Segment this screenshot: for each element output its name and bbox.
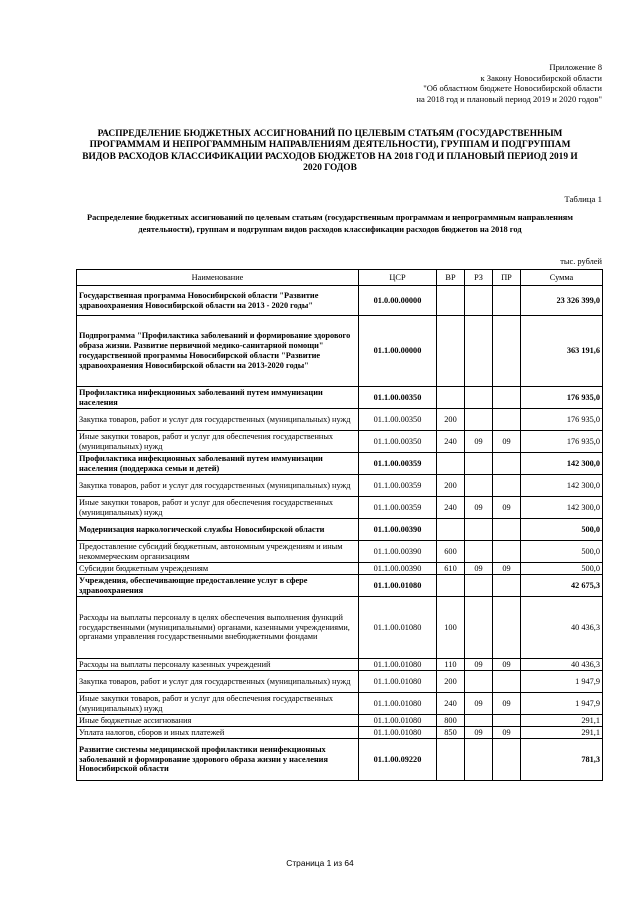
cell-vr: 240: [437, 693, 465, 715]
table-row: [77, 286, 603, 316]
table-row: [77, 387, 603, 409]
cell-vr: [437, 387, 465, 409]
cell-sum: 291,1: [521, 715, 603, 727]
cell-csr: 01.1.00.01080: [359, 597, 437, 659]
cell-rz: 09: [465, 431, 493, 453]
cell-name: Развитие системы медицинской профилактики неинфекционных заболеваний и формирование здорового образа жизни у населения Новосибирской области: [77, 739, 359, 781]
table-row: [77, 431, 603, 453]
cell-sum: 176 935,0: [521, 431, 603, 453]
cell-rz: 09: [465, 497, 493, 519]
cell-vr: 200: [437, 409, 465, 431]
cell-pr: [493, 387, 521, 409]
cell-pr: 09: [493, 431, 521, 453]
cell-sum: 142 300,0: [521, 497, 603, 519]
cell-name: Учреждения, обеспечивающие предоставление услуг в сфере здравоохранения: [77, 575, 359, 597]
cell-pr: [493, 475, 521, 497]
table-row: [77, 316, 603, 387]
table-row: [77, 563, 603, 575]
cell-name: Подпрограмма "Профилактика заболеваний и формирование здорового образа жизни. Развитие первичной медико-санитарной помощи" государственной программы Новосибирской области "Развитие здравоохранения Новосибирской области на 2013-2020 годы": [77, 316, 359, 387]
cell-pr: [493, 409, 521, 431]
table-subtitle: Распределение бюджетных ассигнований по целевым статьям (государственным программам и непрограммным направлениям деятельности), группам и подгруппам видов расходов классификации расходов бюджетов на 2018 год: [86, 213, 574, 234]
cell-vr: 100: [437, 597, 465, 659]
cell-csr: 01.1.00.01080: [359, 659, 437, 671]
cell-vr: 850: [437, 727, 465, 739]
table-row: [77, 409, 603, 431]
cell-csr: 01.1.00.00359: [359, 475, 437, 497]
cell-csr: 01.0.00.00000: [359, 286, 437, 316]
cell-csr: 01.1.00.01080: [359, 727, 437, 739]
cell-vr: 240: [437, 431, 465, 453]
cell-rz: [465, 387, 493, 409]
cell-name: Расходы на выплаты персоналу в целях обеспечения выполнения функций государственными (муниципальными) органами, казенными учреждениями, органами управления государственными внебюджетными фондами: [77, 597, 359, 659]
table-header-row: [77, 270, 603, 286]
cell-name: Профилактика инфекционных заболеваний путем иммунизации населения (поддержка семьи и детей): [77, 453, 359, 475]
cell-csr: 01.1.00.00350: [359, 387, 437, 409]
cell-sum: 363 191,6: [521, 316, 603, 387]
cell-vr: [437, 453, 465, 475]
cell-sum: 40 436,3: [521, 659, 603, 671]
cell-sum: 291,1: [521, 727, 603, 739]
table-row: [77, 739, 603, 781]
cell-csr: 01.1.00.00359: [359, 497, 437, 519]
cell-name: Модернизация наркологической службы Новосибирской области: [77, 519, 359, 541]
table-row: [77, 727, 603, 739]
cell-name: Государственная программа Новосибирской области "Развитие здравоохранения Новосибирской области на 2013 - 2020 годы": [77, 286, 359, 316]
table-row: [77, 659, 603, 671]
cell-name: Закупка товаров, работ и услуг для государственных (муниципальных) нужд: [77, 671, 359, 693]
cell-rz: [465, 597, 493, 659]
cell-rz: [465, 519, 493, 541]
table-body: [77, 286, 603, 781]
cell-sum: 23 326 399,0: [521, 286, 603, 316]
header-vr: ВР: [437, 270, 465, 286]
budget-table: [76, 269, 603, 781]
cell-vr: 200: [437, 671, 465, 693]
cell-csr: 01.1.00.01080: [359, 693, 437, 715]
cell-pr: 09: [493, 563, 521, 575]
cell-rz: [465, 671, 493, 693]
cell-vr: 610: [437, 563, 465, 575]
cell-sum: 176 935,0: [521, 387, 603, 409]
cell-sum: 142 300,0: [521, 475, 603, 497]
cell-sum: 40 436,3: [521, 597, 603, 659]
cell-csr: 01.1.00.00390: [359, 563, 437, 575]
cell-name: Закупка товаров, работ и услуг для государственных (муниципальных) нужд: [77, 475, 359, 497]
cell-name: Уплата налогов, сборов и иных платежей: [77, 727, 359, 739]
table-row: [77, 475, 603, 497]
cell-rz: [465, 575, 493, 597]
cell-name: Профилактика инфекционных заболеваний путем иммунизации населения: [77, 387, 359, 409]
cell-pr: [493, 575, 521, 597]
appendix-line: "Об областном бюджете Новосибирской области: [423, 83, 602, 94]
cell-name: Субсидии бюджетным учреждениям: [77, 563, 359, 575]
header-name: Наименование: [77, 270, 359, 286]
cell-sum: 781,3: [521, 739, 603, 781]
cell-name: Закупка товаров, работ и услуг для государственных (муниципальных) нужд: [77, 409, 359, 431]
cell-sum: 42 675,3: [521, 575, 603, 597]
header-pr: ПР: [493, 270, 521, 286]
cell-csr: 01.1.00.01080: [359, 575, 437, 597]
cell-sum: 142 300,0: [521, 453, 603, 475]
cell-name: Расходы на выплаты персоналу казенных учреждений: [77, 659, 359, 671]
cell-name: Иные бюджетные ассигнования: [77, 715, 359, 727]
cell-csr: 01.1.00.00350: [359, 431, 437, 453]
cell-vr: 200: [437, 475, 465, 497]
cell-pr: [493, 671, 521, 693]
cell-rz: [465, 409, 493, 431]
header-rz: РЗ: [465, 270, 493, 286]
cell-pr: 09: [493, 727, 521, 739]
cell-pr: [493, 739, 521, 781]
cell-rz: 09: [465, 659, 493, 671]
cell-rz: [465, 475, 493, 497]
cell-rz: 09: [465, 563, 493, 575]
table-number: Таблица 1: [564, 194, 602, 204]
cell-csr: 01.1.00.00350: [359, 409, 437, 431]
cell-name: Иные закупки товаров, работ и услуг для обеспечения государственных (муниципальных) нужд: [77, 431, 359, 453]
cell-pr: [493, 597, 521, 659]
cell-pr: [493, 316, 521, 387]
cell-pr: 09: [493, 693, 521, 715]
table-row: [77, 575, 603, 597]
cell-vr: 600: [437, 541, 465, 563]
header-csr: ЦСР: [359, 270, 437, 286]
cell-rz: [465, 739, 493, 781]
cell-pr: [493, 286, 521, 316]
cell-rz: 09: [465, 693, 493, 715]
page-footer: Страница 1 из 64: [286, 858, 354, 868]
cell-csr: 01.1.00.00390: [359, 541, 437, 563]
cell-vr: [437, 286, 465, 316]
table-row: [77, 693, 603, 715]
cell-rz: [465, 316, 493, 387]
header-sum: Сумма: [521, 270, 603, 286]
cell-rz: [465, 541, 493, 563]
cell-vr: [437, 316, 465, 387]
cell-csr: 01.1.00.01080: [359, 715, 437, 727]
cell-rz: [465, 286, 493, 316]
cell-csr: 01.1.00.09220: [359, 739, 437, 781]
cell-pr: [493, 541, 521, 563]
appendix-line: на 2018 год и плановый период 2019 и 2020 годов": [416, 93, 602, 104]
document-title: РАСПРЕДЕЛЕНИЕ БЮДЖЕТНЫХ АССИГНОВАНИЙ ПО ЦЕЛЕВЫМ СТАТЬЯМ (ГОСУДАРСТВЕННЫМ ПРОГРАММАМ И НЕПРОГРАММНЫМ НАПРАВЛЕНИЯМ ДЕЯТЕЛЬНОСТИ), ГРУППАМ И ПОДГРУППАМ ВИДОВ РАСХОДОВ КЛАССИФИКАЦИИ РАСХОДОВ БЮДЖЕТОВ НА 2018 ГОД И ПЛАНОВЫЙ ПЕРИОД 2019 И 2020 ГОДОВ: [82, 129, 578, 174]
appendix-header: [342, 62, 602, 104]
cell-vr: 800: [437, 715, 465, 727]
cell-vr: 110: [437, 659, 465, 671]
table-row: [77, 715, 603, 727]
cell-csr: 01.1.00.00359: [359, 453, 437, 475]
table-row: [77, 541, 603, 563]
cell-pr: [493, 715, 521, 727]
cell-rz: [465, 453, 493, 475]
cell-sum: 176 935,0: [521, 409, 603, 431]
cell-sum: 500,0: [521, 519, 603, 541]
cell-vr: [437, 739, 465, 781]
units-label: тыс. рублей: [560, 257, 602, 266]
cell-pr: 09: [493, 659, 521, 671]
table-row: [77, 497, 603, 519]
cell-rz: [465, 715, 493, 727]
cell-pr: [493, 453, 521, 475]
cell-rz: 09: [465, 727, 493, 739]
cell-pr: [493, 519, 521, 541]
appendix-line: Приложение 8: [549, 62, 602, 72]
cell-sum: 1 947,9: [521, 671, 603, 693]
table-row: [77, 453, 603, 475]
cell-pr: 09: [493, 497, 521, 519]
cell-csr: 01.1.00.01080: [359, 671, 437, 693]
cell-name: Иные закупки товаров, работ и услуг для обеспечения государственных (муниципальных) нужд: [77, 497, 359, 519]
table-row: [77, 597, 603, 659]
cell-name: Предоставление субсидий бюджетным, автономным учреждениям и иным некоммерческим организациям: [77, 541, 359, 563]
cell-csr: 01.1.00.00390: [359, 519, 437, 541]
cell-sum: 1 947,9: [521, 693, 603, 715]
appendix-line: к Закону Новосибирской области: [480, 72, 602, 83]
table-row: [77, 519, 603, 541]
table-row: [77, 671, 603, 693]
cell-vr: 240: [437, 497, 465, 519]
cell-csr: 01.1.00.00000: [359, 316, 437, 387]
cell-vr: [437, 519, 465, 541]
cell-sum: 500,0: [521, 563, 603, 575]
cell-name: Иные закупки товаров, работ и услуг для обеспечения государственных (муниципальных) нужд: [77, 693, 359, 715]
cell-vr: [437, 575, 465, 597]
cell-sum: 500,0: [521, 541, 603, 563]
